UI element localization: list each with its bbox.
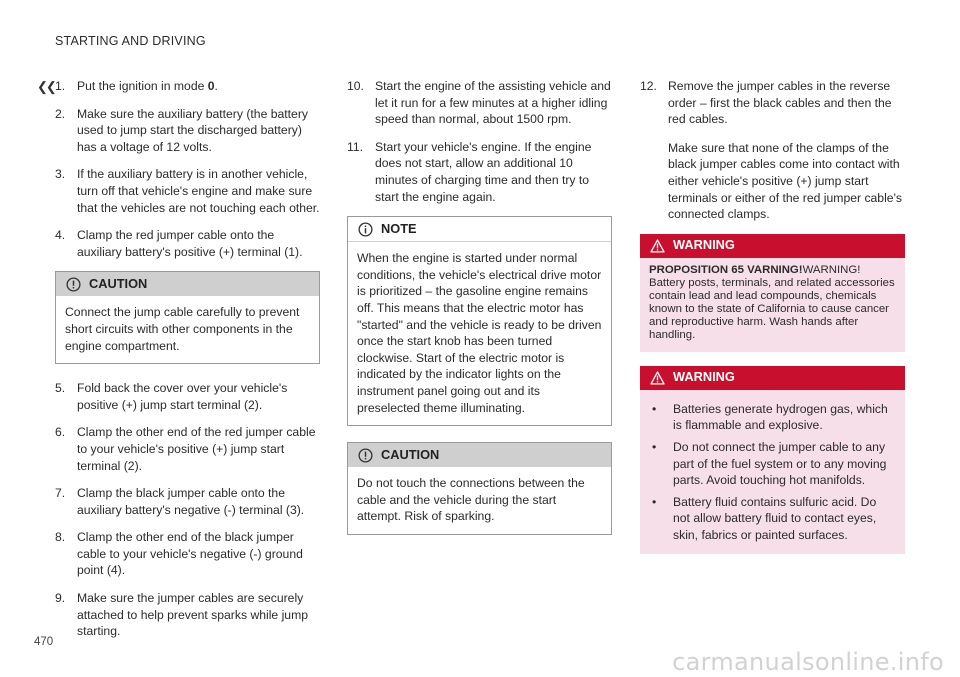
step-number: 1.: [55, 79, 66, 93]
warning-body: [640, 258, 905, 352]
bullet-item: [649, 439, 896, 489]
note-box: [347, 216, 612, 426]
bullet-marker: •: [652, 494, 657, 509]
step-text: Clamp the black jumper cable onto the auxiliary battery's negative (-) terminal (3).: [77, 486, 305, 517]
step-item: [347, 78, 612, 128]
bullet-text: Do not connect the jumper cable to any part of the fuel system or to any moving parts. Avoid touching hot manifolds.: [673, 439, 887, 488]
step-number: 2.: [55, 106, 66, 121]
step-item: [55, 485, 320, 518]
warning-triangle-icon: [650, 371, 665, 385]
step-text: Put the ignition in mode: [77, 79, 208, 93]
prop65-label: PROPOSITION 65 VARNING!: [649, 263, 803, 276]
step-text: Start the engine of the assisting vehicle and let it run for a few minutes at a higher idling speed than normal, about 1500 rpm.: [375, 79, 611, 127]
caution-box: [55, 271, 320, 364]
step-text: Start your vehicle's engine. If the engine does not start, allow an additional 10 minutes of charging time and then try to start the engine again.: [375, 139, 592, 204]
note-header: [348, 217, 611, 242]
step-item: [55, 106, 320, 156]
caution-header: [348, 443, 611, 467]
warning-title: WARNING: [673, 369, 735, 385]
step-number: 12.: [640, 79, 657, 93]
prop65-text: WARNING! Battery posts, terminals, and related accessories contain lead and lead compounds, chemicals known to the state of California to cause cancer and reproductive harm. Wash hands after handling.: [649, 263, 895, 341]
step-item: [55, 166, 320, 216]
exclamation-circle-icon: [358, 448, 373, 463]
warning-body: [640, 390, 905, 554]
step-text: Clamp the other end of the red jumper cable to your vehicle's positive (+) jump start terminal (2).: [77, 425, 316, 473]
warning-triangle-icon: [650, 239, 665, 253]
column-3: [640, 78, 905, 568]
step-number: 6.: [55, 425, 66, 440]
caution-body: Connect the jump cable carefully to prevent short circuits with other components in the engine compartment.: [65, 305, 300, 353]
caution-header: [56, 272, 319, 296]
step-number: 7.: [55, 486, 66, 501]
bullet-item: [649, 401, 896, 434]
step-item: [55, 590, 320, 640]
column-1: [55, 78, 320, 651]
step-text: Make sure the jumper cables are securely attached to help prevent sparks while jump starting.: [77, 591, 309, 639]
caution-title: CAUTION: [381, 446, 440, 462]
step-item: [55, 227, 320, 260]
caution-title: CAUTION: [89, 276, 148, 292]
bullet-marker: •: [652, 401, 657, 416]
exclamation-circle-icon: [66, 277, 81, 292]
bullet-item: [649, 494, 896, 544]
ignition-mode-value: 0: [207, 79, 215, 93]
steps-list-1: [55, 78, 320, 260]
step-text: Clamp the red jumper cable onto the auxiliary battery's positive (+) terminal (1).: [77, 228, 303, 259]
column-2: [347, 78, 612, 551]
step-text: Make sure the auxiliary battery (the battery used to jump start the discharged battery) has a voltage of 12 volts.: [77, 106, 308, 154]
step-number: 10.: [347, 79, 364, 93]
caution-box: [347, 442, 612, 535]
step-item: [347, 139, 612, 205]
bullet-text: Battery fluid contains sulfuric acid. Do not allow battery fluid to contact eyes, skin, fabrics or painted surfaces.: [673, 494, 877, 542]
warning-box-prop65: [640, 234, 905, 352]
bullet-marker: •: [652, 439, 657, 454]
step-sub-paragraph: Make sure that none of the clamps of the black jumper cables come into contact with either vehicle's positive (+) jump start terminals or either of the red jumper cable's connected clamps.: [668, 140, 902, 222]
step-number: 8.: [55, 530, 66, 545]
warning-bullet-list: [649, 401, 896, 544]
page-number: 470: [34, 636, 54, 648]
caution-body: Do not touch the connections between the cable and the vehicle during the start attempt. Risk of sparking.: [357, 476, 585, 524]
step-number: 11.: [347, 139, 364, 154]
note-body: When the engine is started under normal conditions, the vehicle's electrical drive motor is prioritized – the gasoline engine remains off. This means that the electric motor has "started" and the vehicle is ready to be driven once the start knob has been turned clockwise. Start of the electric motor is indicated by the indicator lights on the instrument panel going out and its preselected theme illuminating.: [357, 251, 602, 415]
step-text: Remove the jumper cables in the reverse order – first the black cables and then the red cables.: [668, 79, 892, 127]
step-number: 4.: [55, 228, 66, 243]
step-item: [55, 78, 320, 95]
step-number: 9.: [55, 591, 66, 606]
step-text: Fold back the cover over your vehicle's positive (+) jump start terminal (2).: [77, 381, 288, 412]
steps-list-2: [55, 380, 320, 640]
double-chevron-left-icon[interactable]: ❮❮: [37, 79, 55, 94]
warning-title: WARNING: [673, 237, 735, 253]
note-title: NOTE: [381, 220, 417, 236]
step-item: [640, 78, 905, 223]
info-circle-icon: [358, 222, 373, 237]
warning-header: [640, 366, 905, 390]
bullet-text: Batteries generate hydrogen gas, which is flammable and explosive.: [673, 401, 888, 433]
step-number: 5.: [55, 381, 66, 396]
step-item: [55, 529, 320, 579]
step-text-tail: .: [214, 79, 218, 93]
warning-header: [640, 234, 905, 258]
steps-list-3: [347, 78, 612, 205]
step-text: If the auxiliary battery is in another vehicle, turn off that vehicle's engine and make sure that the vehicles are not touching each other.: [77, 167, 320, 215]
steps-list-4: [640, 78, 905, 223]
step-text: Clamp the other end of the black jumper cable to your vehicle's negative (-) ground point (4).: [77, 530, 303, 578]
step-item: [55, 424, 320, 474]
step-item: [55, 380, 320, 413]
step-number: 3.: [55, 167, 66, 182]
watermark: carmanualsonline.info: [672, 648, 944, 677]
section-title: STARTING AND DRIVING: [55, 34, 206, 48]
warning-box-battery: [640, 366, 905, 554]
